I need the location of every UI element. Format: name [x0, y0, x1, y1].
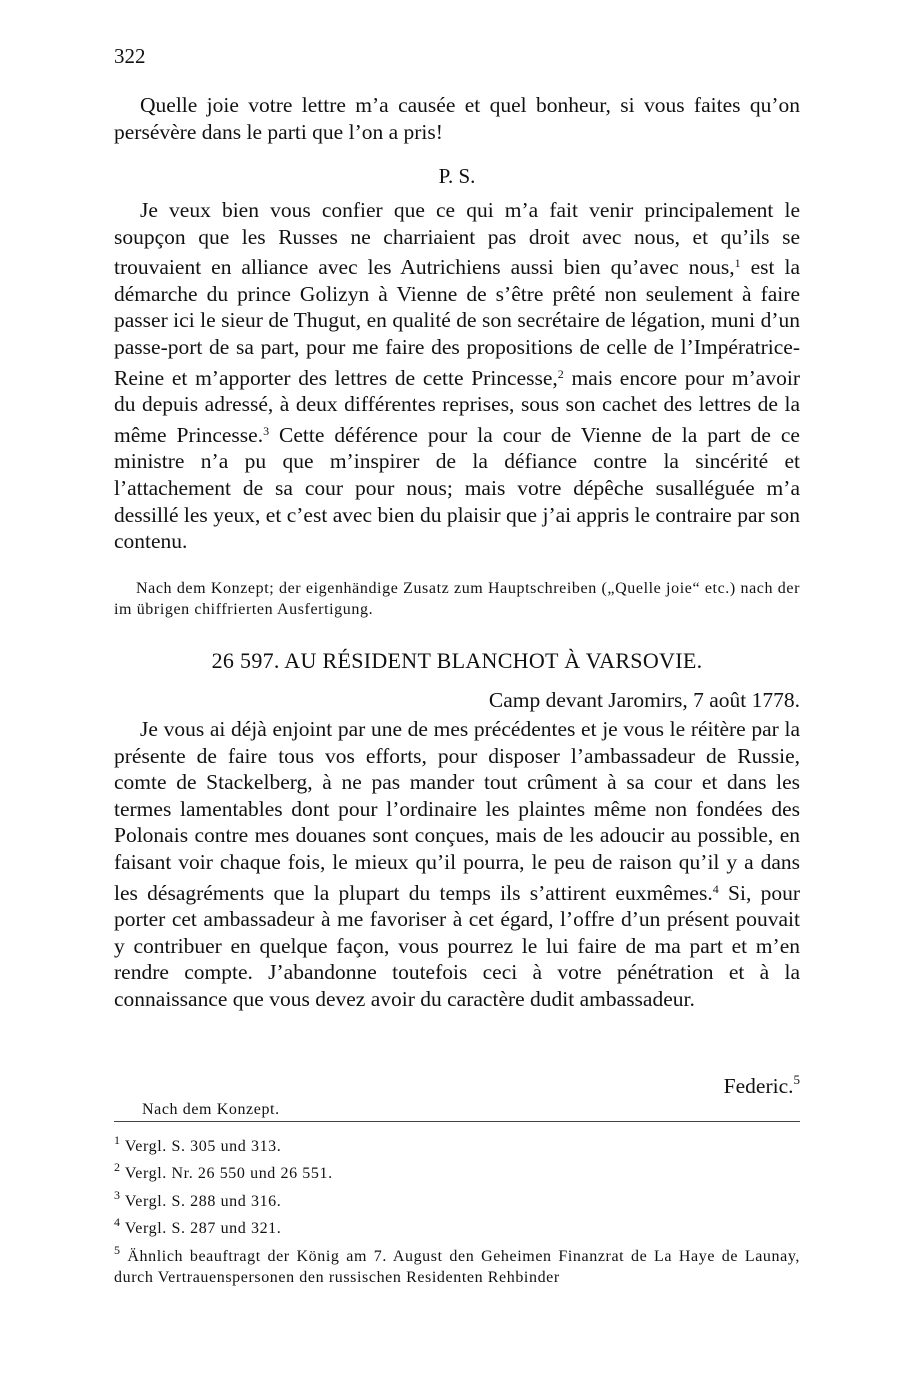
- source-note: Nach dem Konzept; der eigenhändige Zusatz zum Hauptschreiben („Quelle joie“ etc.) nach der im übrigen chiffrierten Ausfertigung.: [114, 580, 800, 618]
- footnote-text: Vergl. S. 288 und 316.: [124, 1192, 282, 1210]
- footnote: [114, 1185, 800, 1212]
- footnote-text: Vergl. S. 305 und 313.: [124, 1138, 282, 1155]
- letter-paragraph: [114, 716, 800, 1013]
- ps-text-1: Je veux bien vous confier que ce qui m’a fait venir principalement le soupçon que les Russes ne charriaient pas droit avec nous, et qu’ils se trouvaient en alliance avec les Autrichiens aussi bien qu’avec nous,: [114, 198, 800, 280]
- footnote-text: Vergl. Nr. 26 550 und 26 551.: [124, 1165, 333, 1183]
- footnote-ref-5: 5: [793, 1072, 800, 1087]
- page-number: 322: [114, 44, 146, 68]
- postscript-block: [114, 197, 800, 555]
- letter-text-2: Si, pour porter cet ambassadeur à me favoriser à cet égard, l’offre d’un présent pouvait y contribuer en quelque façon, vous pourrez le lui faire de ma part et m’en rendre compte. J’abandonne toutefois ceci à votre pénétration et à la connaissance que vous devez avoir du caractère dudit ambassadeur.: [114, 880, 800, 1011]
- letter-body-block: [114, 716, 800, 1013]
- footnotes-block: [114, 1130, 800, 1288]
- signature: [724, 1072, 800, 1099]
- ps-text-2: est la démarche du prince Golizyn à Vienne de s’être prêté non seulement à faire passer ici le sieur de Thugut, en qualité de son secrétaire de légation, muni d’un passe-port de sa part, pour me faire des propositions de celle de l’Impératrice-Reine et m’apporter des lettres de cette Princesse,: [114, 255, 800, 390]
- closing-paragraph: Quelle joie votre lettre m’a causée et quel bonheur, si vous faites qu’on persévère dans le parti que l’on a pris!: [114, 93, 800, 144]
- footnote: [114, 1130, 800, 1157]
- footnote-ref-1: 1: [734, 256, 741, 271]
- letter-text-1: Je vous ai déjà enjoint par une de mes précédentes et je vous le réitère par la présente de faire tous vos efforts, pour disposer l’ambassadeur de Russie, comte de Stackelberg, à ne pas mander tout crûment à sa cour et dans les termes lamentables dont pour l’ordinaire les plaintes même non fondées des Polonais contre mes douanes sont conçues, mais de les adoucir au possible, en faisant voir chaque fois, le mieux qu’il pourra, le peu de raison qu’il y a dans les désagréments que la plupart du temps ils s’attirent euxmêmes.: [114, 717, 800, 905]
- footnote-text: Ähnlich beauftragt der König am 7. August den Geheimen Finanzrat de La Haye de Launay, durch Vertrauenspersonen den russischen Residenten Rehbinder: [114, 1247, 800, 1287]
- footnote-divider: [114, 1121, 800, 1122]
- footnote-ref-2: 2: [557, 366, 564, 381]
- dateline: Camp devant Jaromirs, 7 août 1778.: [488, 688, 800, 712]
- postscript-paragraph: [114, 197, 800, 555]
- closing-paragraph-block: [114, 92, 800, 145]
- letter-heading: 26 597. AU RÉSIDENT BLANCHOT À VARSOVIE.: [211, 648, 703, 673]
- footnote-ref-4: 4: [712, 881, 719, 896]
- source-note-konzept: Nach dem Konzept.: [142, 1101, 280, 1118]
- footnote-mark: 1: [114, 1133, 121, 1147]
- source-note-block: [114, 578, 800, 620]
- footnote: [114, 1240, 800, 1289]
- footnote-mark: 2: [114, 1160, 121, 1175]
- ps-heading: P. S.: [438, 164, 476, 188]
- footnote-mark: 4: [114, 1215, 121, 1230]
- footnote: [114, 1157, 800, 1184]
- ps-text-3: mais encore pour m’avoir du depuis adressé, à deux différentes reprises, sous son cachet des lettres de la même Princesse.: [114, 365, 800, 447]
- footnote-mark: 3: [114, 1187, 121, 1202]
- ps-text-4: Cette déférence pour la cour de Vienne de la part de ce ministre n’a pu que m’inspirer de la défiance contre la sincérité et l’attachement de sa cour pour nous; mais votre dépêche susalléguée m’a dessillé les yeux, et c’est avec bien du plaisir que j’ai appris le contraire par son contenu.: [114, 422, 800, 554]
- signature-text: Federic.: [723, 1074, 794, 1098]
- footnote-text: Vergl. S. 287 und 321.: [124, 1220, 282, 1238]
- footnote-mark: 5: [114, 1242, 121, 1257]
- footnote: [114, 1212, 800, 1239]
- footnote-ref-3: 3: [263, 423, 270, 438]
